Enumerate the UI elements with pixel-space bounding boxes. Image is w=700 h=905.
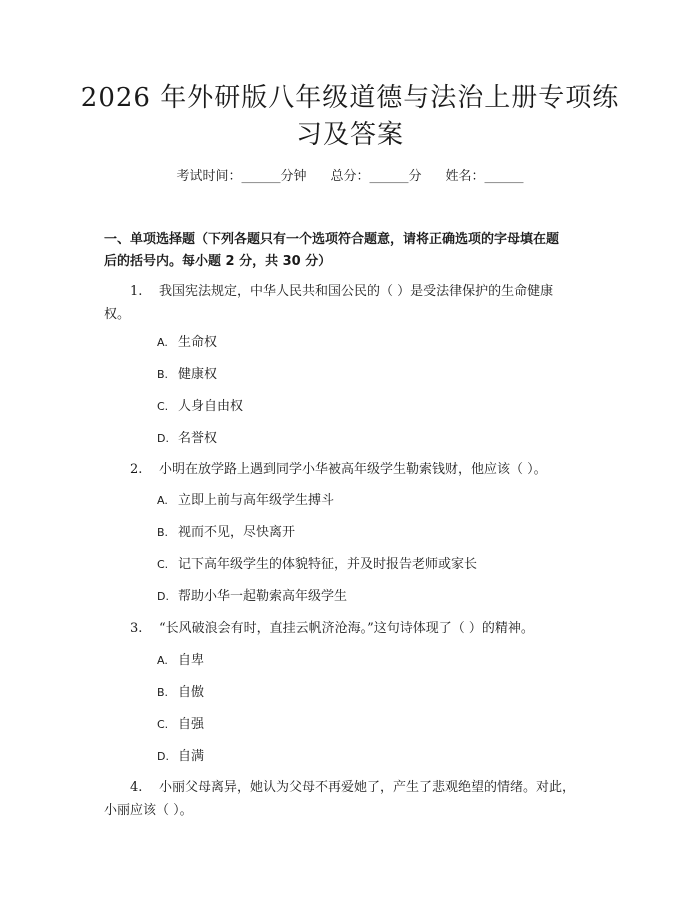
question-stem-line-1: 小明在放学路上遇到同学小华被高年级学生勒索钱财，他应该（ ）。 bbox=[159, 462, 547, 477]
option-letter: D. bbox=[157, 750, 169, 763]
section-heading-line-2: 后的括号内。每小题 2 分，共 30 分） bbox=[104, 254, 332, 269]
option-letter: C. bbox=[157, 558, 169, 571]
exam-name: 姓名：______ bbox=[445, 169, 524, 184]
option bbox=[157, 587, 347, 607]
option bbox=[157, 715, 204, 735]
option-letter: A. bbox=[157, 654, 168, 667]
question-number: 4. bbox=[130, 780, 143, 795]
option-letter: B. bbox=[157, 526, 169, 539]
exam-score: 总分：______分 bbox=[330, 169, 422, 184]
option bbox=[157, 747, 204, 767]
option bbox=[157, 333, 217, 353]
question-stem-line-1: 小丽父母离异，她认为父母不再爱她了，产生了悲观绝望的情绪。对此， bbox=[159, 780, 576, 795]
option-text: 名誉权 bbox=[178, 431, 218, 446]
option-text: 生命权 bbox=[178, 335, 218, 350]
option bbox=[157, 555, 477, 575]
exam-time: 考试时间：______分钟 bbox=[176, 169, 307, 184]
option-text: 健康权 bbox=[178, 367, 218, 382]
option-text: 视而不见，尽快离开 bbox=[178, 525, 296, 540]
option-letter: A. bbox=[157, 336, 168, 349]
option-letter: D. bbox=[157, 590, 169, 603]
section-heading-line-1: 一、单项选择题（下列各题只有一个选项符合题意，请将正确选项的字母填在题 bbox=[104, 232, 560, 247]
question-number: 3. bbox=[130, 621, 143, 636]
option bbox=[157, 365, 217, 385]
question-number: 2. bbox=[130, 462, 143, 477]
exam-info bbox=[0, 167, 700, 187]
question-stem-line-2: 小丽应该（ ）。 bbox=[104, 803, 193, 818]
option-letter: B. bbox=[157, 368, 169, 381]
option bbox=[157, 397, 243, 417]
option-text: 自满 bbox=[178, 749, 205, 764]
option-text: 自卑 bbox=[178, 653, 205, 668]
option-text: 帮助小华一起勒索高年级学生 bbox=[178, 589, 348, 604]
option-letter: B. bbox=[157, 686, 169, 699]
option-letter: D. bbox=[157, 432, 169, 445]
option-letter: C. bbox=[157, 718, 169, 731]
question-stem-line-1: 我国宪法规定，中华人民共和国公民的（ ）是受法律保护的生命健康 bbox=[159, 284, 554, 299]
question-stem-line-2: 权。 bbox=[104, 307, 131, 322]
question-number: 1. bbox=[130, 284, 143, 299]
question-stem-line-1: “长风破浪会有时，直挂云帆济沧海。”这句诗体现了（ ）的精神。 bbox=[159, 621, 534, 636]
option-letter: C. bbox=[157, 400, 169, 413]
option-text: 人身自由权 bbox=[178, 399, 244, 414]
option bbox=[157, 683, 204, 703]
option bbox=[157, 429, 217, 449]
option bbox=[157, 491, 334, 511]
option-letter: A. bbox=[157, 494, 168, 507]
option bbox=[157, 523, 295, 543]
document-title-line-1: 2026 年外研版八年级道德与法治上册专项练 bbox=[80, 83, 620, 113]
document-title-line-2: 习及答案 bbox=[295, 120, 404, 150]
option-text: 自傲 bbox=[178, 685, 205, 700]
option-text: 立即上前与高年级学生搏斗 bbox=[178, 493, 335, 508]
option-text: 自强 bbox=[178, 717, 205, 732]
option-text: 记下高年级学生的体貌特征，并及时报告老师或家长 bbox=[178, 557, 478, 572]
option bbox=[157, 651, 204, 671]
